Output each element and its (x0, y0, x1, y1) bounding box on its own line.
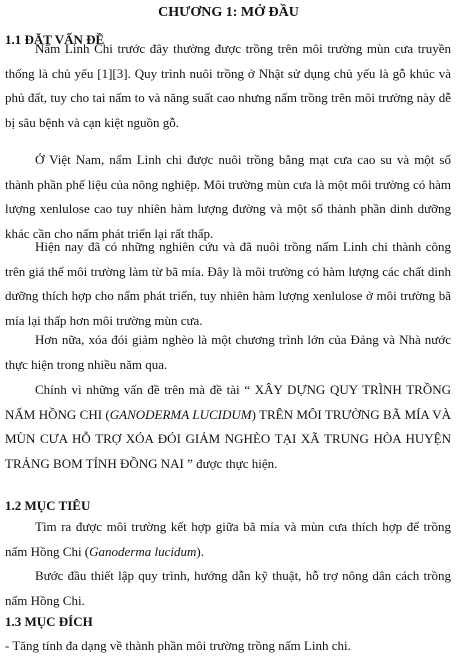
project-title-species: GANODERMA LUCIDUM (109, 406, 252, 422)
project-title-text-after: ) TRÊN MÔI TRƯỜNG BÃ MÍA VÀ MÙN CƯA HỖ TRỢ XÓA ĐÓI GIẢM NGHÈO TẠI XÃ TRUNG HÒA HUYỆN TRẢNG BOM TỈNH ĐỒNG NAI ” được thực hiện. (5, 406, 451, 471)
paragraph-1: Nấm Linh Chi trước đây thường được trồng trên môi trường mùn cưa truyền thống là chủ yếu [1][3]. Quy trình nuôi trồng ở Nhật sử dụng chủ yếu là gỗ khúc và phủ đất, tuy cho tai nấm to và năng suất cao nhưng nấm trồng trên môi trường này dễ bị sâu bệnh và cạn kiệt nguồn gỗ. (5, 41, 451, 130)
section-heading-1-2: 1.2 MỤC TIÊU (5, 498, 91, 513)
objective-species: Ganoderma lucidum (89, 543, 197, 559)
chapter-title: CHƯƠNG 1: MỞ ĐẦU (158, 5, 299, 20)
objective-paragraph-1 (5, 515, 451, 564)
paragraph-4: Hơn nữa, xóa đói giảm nghèo là một chương trình lớn của Đảng và Nhà nước thực hiện trong nhiều năm qua. (5, 332, 451, 372)
objective-paragraph-2: Bước đầu thiết lập quy trình, hướng dẫn kỹ thuật, hỗ trợ nông dân cách trồng nấm Hồng Chi. (5, 568, 451, 608)
section-heading-1-1: 1.1 ĐẶT VẤN ĐỀ (5, 32, 105, 47)
objective-text-after: ). (196, 543, 204, 559)
project-title-text-before: Chính vì những vấn đề trên mà đề tài “ XÂY DỰNG QUY TRÌNH TRỒNG NẤM HỒNG CHI ( (5, 382, 451, 422)
objective-text-before: Tìm ra được môi trường kết hợp giữa bã mía và mùn cưa thích hợp để trồng nấm Hồng Chi ( (5, 519, 451, 559)
section-heading-1-3: 1.3 MỤC ĐÍCH (5, 614, 93, 629)
paragraph-2: Ở Việt Nam, nấm Linh chi được nuôi trồng bằng mạt cưa cao su và một số thành phần phế liệu của nông nghiệp. Môi trường mùn cưa là một môi trường có hàm lượng xenlulose cao tuy nhiên hàm lượng đường và một số thành phần dinh dưỡng khác cần cho nấm phát triển lại rất thấp. (5, 152, 451, 241)
paragraph-3: Hiện nay đã có những nghiên cứu và đã nuôi trồng nấm Linh chi thành công trên giá thể môi trường làm từ bã mía. Đây là môi trường có hàm lượng các chất dinh dưỡng thích hợp cho nấm phát triển, tuy nhiên hàm lượng xenlulose ở môi trường bã mía lại thấp hơn môi trường mùn cưa. (5, 239, 451, 328)
purpose-bullet-1: - Tăng tính đa dạng về thành phần môi trường trồng nấm Linh chi. (5, 638, 351, 653)
project-title-paragraph (5, 378, 451, 476)
